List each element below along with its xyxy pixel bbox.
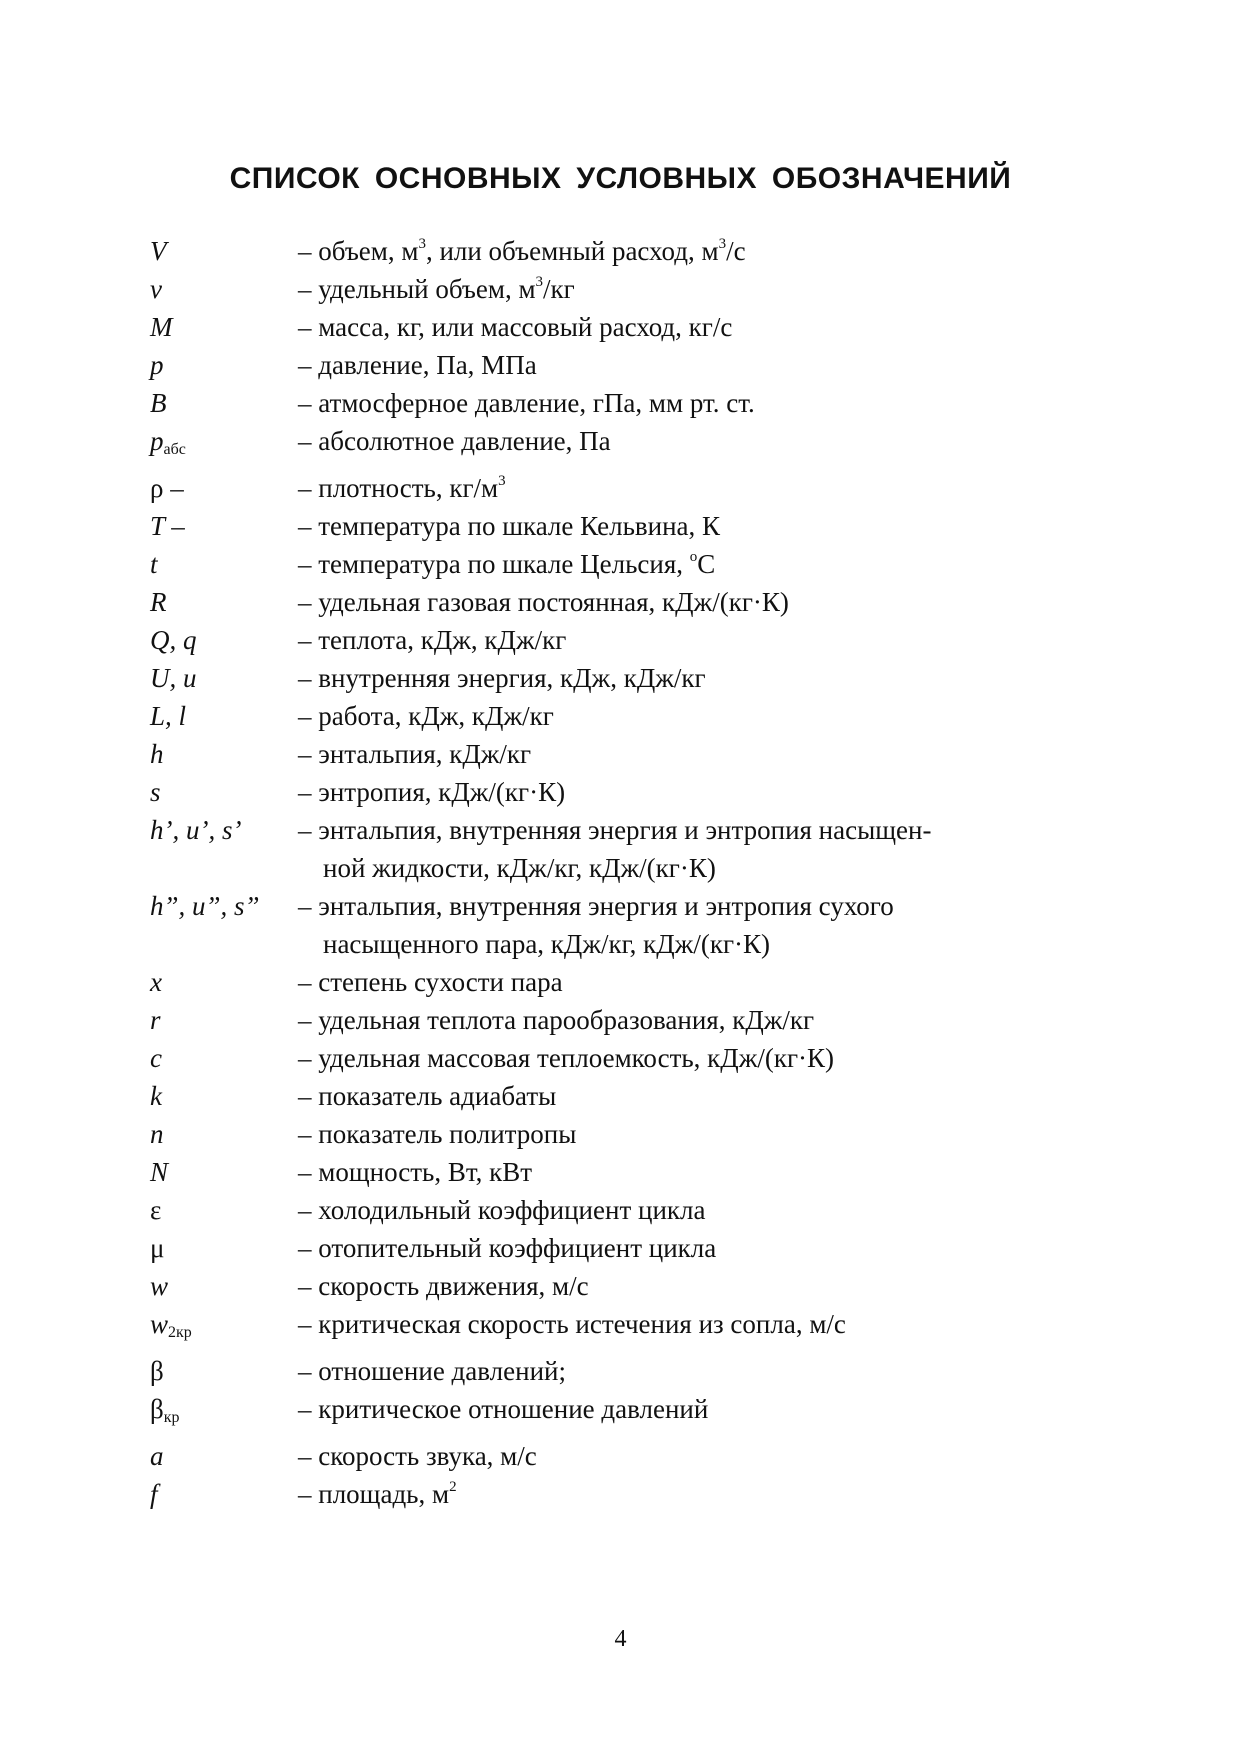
symbol: f [150,1479,158,1509]
list-item [150,1115,1050,1153]
symbol: $w_{2кр}$ [150,1309,192,1341]
list-item [150,384,1050,422]
description: – отопительный коэффициент цикла [298,1233,717,1263]
symbol: p [150,350,164,380]
list-item [150,346,1050,384]
description: – масса, кг, или массовый расход, кг/с [298,312,733,342]
list-item [150,1001,1050,1039]
description: – объем, $м^3$, или объемный расход, $м^3/с$ [298,236,746,266]
list-item [150,1191,1050,1229]
description: – давление, Па, МПа [298,350,537,380]
list-item [150,1153,1050,1191]
symbol: μ [150,1233,165,1263]
symbol: ρ – [150,473,184,503]
description: – энтальпия, кДж/кг [298,739,532,769]
description: – энтальпия, внутренняя энергия и энтропия сухого насыщенного пара, кДж/кг, кДж/(кг·К) [298,887,1050,963]
symbol: M [150,312,173,342]
symbol: c [150,1043,162,1073]
description: – энтальпия, внутренняя энергия и энтропия насыщен- ной жидкости, кДж/кг, кДж/(кг·К) [298,811,1050,887]
description: – плотность, $кг/м^3$ [298,473,506,503]
list-item [150,507,1050,545]
list-item [150,270,1050,308]
list-item [150,1229,1050,1267]
list-item [150,773,1050,811]
description: – внутренняя энергия, кДж, кДж/кг [298,663,706,693]
list-item [150,1305,1050,1352]
description-continuation: насыщенного пара, кДж/кг, кДж/(кг·К) [323,929,771,959]
description: – показатель политропы [298,1119,577,1149]
symbol: β [150,1356,164,1386]
list-item [150,1437,1050,1475]
description: – скорость звука, м/с [298,1441,537,1471]
symbol: v [150,274,162,304]
description: – энтропия, кДж/(кг·К) [298,777,566,807]
symbol: T – [150,511,185,541]
list-item [150,232,1050,270]
description: – скорость движения, м/с [298,1271,589,1301]
list-item [150,1039,1050,1077]
list-item [150,422,1050,469]
description: – критическая скорость истечения из сопла, м/с [298,1309,846,1339]
symbol: N [150,1157,169,1187]
list-item [150,1077,1050,1115]
symbol: $p_{абс}$ [150,426,186,458]
description: – отношение давлений; [298,1356,566,1386]
description: – работа, кДж, кДж/кг [298,701,554,731]
symbol: ε [150,1195,162,1225]
symbol: R [150,587,167,617]
symbol: L, l [150,701,187,731]
list-item [150,811,1050,887]
description: – абсолютное давление, Па [298,426,611,456]
list-item [150,963,1050,1001]
list-item [150,1475,1050,1513]
list-item [150,887,1050,963]
list-item [150,621,1050,659]
symbol: h”, u”, s” [150,891,260,921]
description: – мощность, Вт, кВт [298,1157,533,1187]
symbol: Q, q [150,625,197,655]
list-item [150,697,1050,735]
symbol: a [150,1441,164,1471]
list-item [150,308,1050,346]
list-item [150,1267,1050,1305]
description: – удельная газовая постоянная, кДж/(кг·К) [298,587,789,617]
list-item [150,583,1050,621]
symbol: r [150,1005,161,1035]
description: – удельная массовая теплоемкость, кДж/(кг·К) [298,1043,835,1073]
symbol: V [150,236,167,266]
symbol: B [150,388,167,418]
symbol: x [150,967,162,997]
symbol: w [150,1271,169,1301]
list-item [150,1352,1050,1390]
page-title: СПИСОК ОСНОВНЫХ УСЛОВНЫХ ОБОЗНАЧЕНИЙ [229,162,1012,195]
symbol: s [150,777,161,807]
symbol: h’, u’, s’ [150,815,242,845]
description-continuation: ной жидкости, кДж/кг, кДж/(кг·К) [323,853,716,883]
symbol: U, u [150,663,197,693]
description: – температура по шкале Кельвина, К [298,511,721,541]
description: – температура по шкале Цельсия, $^о$С [298,549,716,579]
symbol: k [150,1081,162,1111]
symbol: $\beta_{кр}$ [150,1394,180,1426]
symbol: n [150,1119,164,1149]
list-item [150,1390,1050,1437]
list-item [150,735,1050,773]
description: – теплота, кДж, кДж/кг [298,625,567,655]
description: – критическое отношение давлений [298,1394,709,1424]
description: – показатель адиабаты [298,1081,557,1111]
symbol: h [150,739,164,769]
list-item [150,469,1050,507]
description: – холодильный коэффициент цикла [298,1195,706,1225]
description: – удельный объем, $м^3/кг$ [298,274,575,304]
symbol: t [150,549,158,579]
list-item [150,545,1050,583]
description: – атмосферное давление, гПа, мм рт. ст. [298,388,755,418]
list-item [150,659,1050,697]
notation-list [150,232,1050,1513]
page-number: 4 [614,1626,627,1652]
description: – степень сухости пара [298,967,563,997]
description: – площадь, $м^2$ [298,1479,457,1509]
description: – удельная теплота парообразования, кДж/кг [298,1005,815,1035]
